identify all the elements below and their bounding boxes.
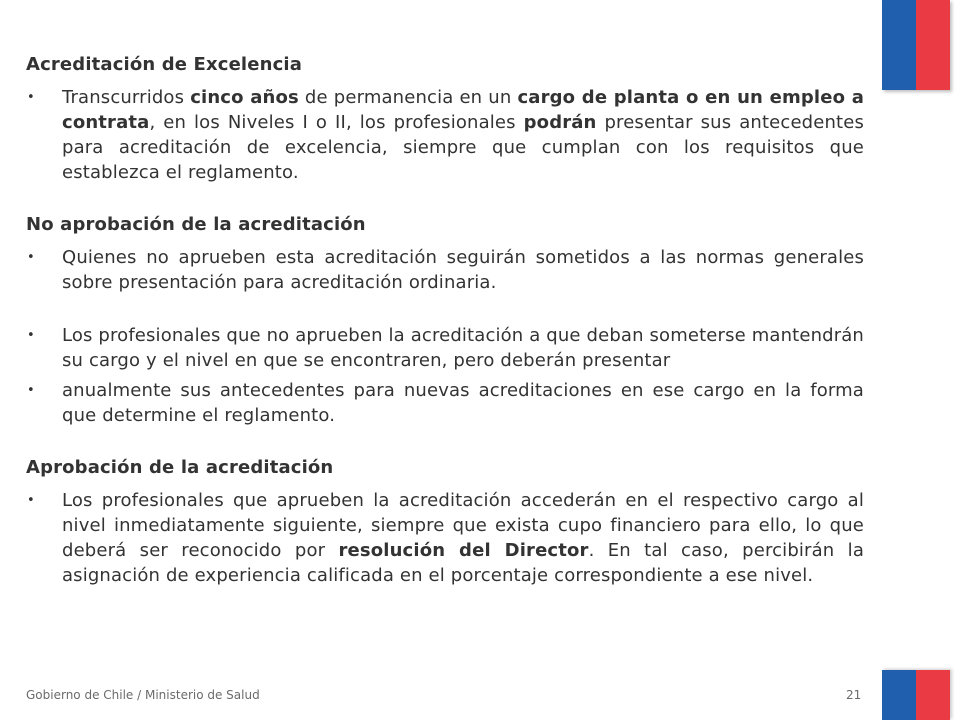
page-number: 21 — [846, 688, 862, 702]
bullet-aprobacion — [26, 488, 864, 588]
bullet-excelencia — [26, 85, 864, 185]
chile-flag-decoration-top — [882, 0, 950, 90]
bold-segment: podrán — [523, 112, 597, 133]
flag-blue-stripe — [882, 0, 916, 90]
bullet-no-aprobacion-1 — [26, 245, 864, 295]
chile-flag-decoration-bottom — [882, 670, 950, 720]
text-segment: Quienes no aprueben esta acreditación seguirán sometidos a las normas generales sobre presentación para acreditación ordinaria. — [62, 247, 864, 293]
flag-red-stripe — [916, 670, 950, 720]
text-segment: . En tal caso, percibirán la asignación de experiencia calificada en el porcentaje correspondiente a ese nivel. — [62, 540, 865, 586]
text-segment: Los profesionales que aprueben la acreditación accederán en el respectivo cargo al nivel inmediatamente siguiente, siempre que exista cupo financiero para ello, lo que deberá ser reconocido por — [62, 490, 864, 561]
text-segment: Los profesionales que no aprueben la acreditación a que deban someterse mantendrán su cargo y el nivel en que se encontraren, pero deberán presentar — [62, 325, 864, 371]
flag-red-stripe — [916, 0, 950, 90]
text-segment: presentar sus antecedentes para acreditación de excelencia, siempre que cumplan con los requisitos que establezca el reglamento. — [62, 112, 864, 183]
flag-blue-stripe — [882, 670, 916, 720]
bold-segment: cargo de planta o en un empleo a contrata — [62, 87, 865, 133]
text-segment: anualmente sus antecedentes para nuevas acreditaciones en ese cargo en la forma que determine el reglamento. — [62, 380, 864, 426]
text-segment: Transcurridos — [62, 87, 191, 108]
section-heading-aprobacion: Aprobación de la acreditación — [26, 457, 334, 478]
bullet-no-aprobacion-2 — [26, 323, 864, 373]
bold-segment: cinco años — [190, 87, 299, 108]
bullet-no-aprobacion-3 — [26, 378, 864, 428]
section-heading-no-aprobacion: No aprobación de la acreditación — [26, 214, 366, 235]
bold-segment: resolución del Director — [338, 540, 589, 561]
slide-content — [26, 52, 864, 588]
section-heading-excelencia: Acreditación de Excelencia — [26, 54, 303, 75]
text-segment: , en los Niveles I o II, los profesionales — [149, 112, 524, 133]
text-segment: de permanencia en un — [298, 87, 518, 108]
footer-organization: Gobierno de Chile / Ministerio de Salud — [26, 688, 260, 702]
